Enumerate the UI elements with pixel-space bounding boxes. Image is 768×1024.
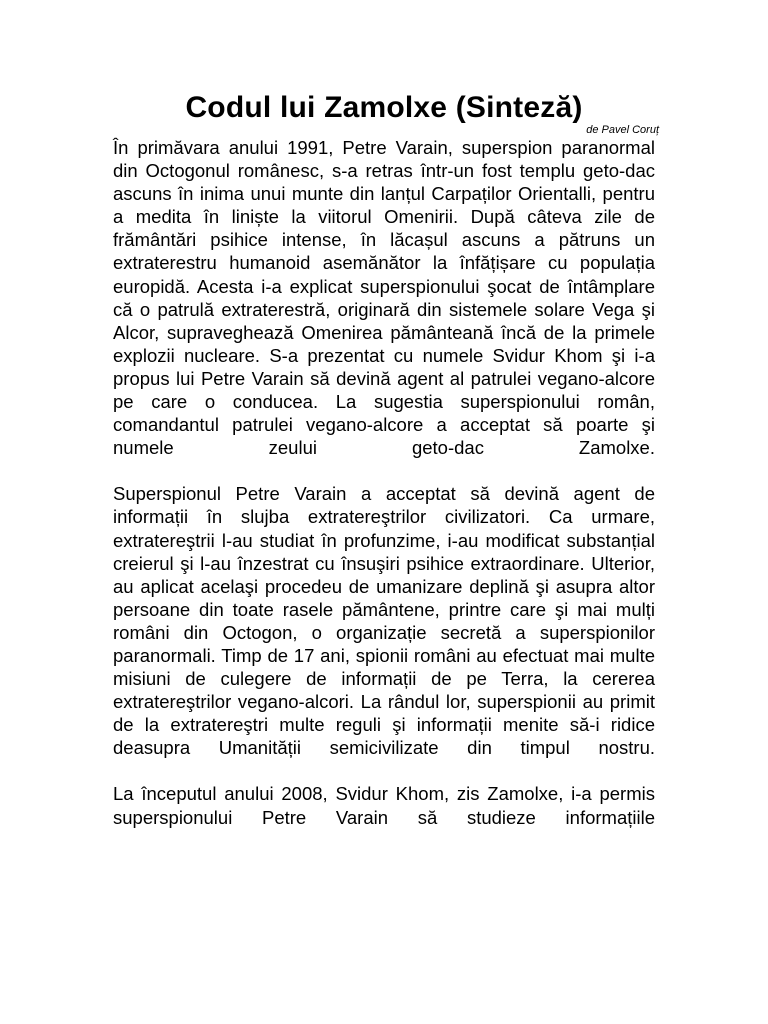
paragraph-3: La începutul anului 2008, Svidur Khom, zis Zamolxe, i-a permis superspionului Petre Varain să studieze informațiile	[113, 783, 655, 828]
paragraph-gap	[113, 759, 655, 782]
paragraph-gap	[113, 459, 655, 482]
document-title: Codul lui Zamolxe (Sinteză)	[185, 91, 583, 124]
document-page	[113, 88, 659, 829]
paragraph-2: Superspionul Petre Varain a acceptat să devină agent de informații în slujba extratereştrilor civilizatori. Ca urmare, extratereştrii l-au studiat în profunzime, i-au modificat substanțial creierul şi l-au înzestrat cu însuşiri psihice extraordinare. Ulterior, au aplicat acelaşi procedeu de umanizare deplină şi asupra altor persoane din toate rasele pământene, printre care şi mai mulți români din Octogon, o organizație secretă a superspionilor paranormali. Timp de 17 ani, spionii români au efectuat mai multe misiuni de culegere de informații de pe Terra, la cererea extratereştrilor vegano-alcori. La rândul lor, superspionii au primit de la extratereştri multe reguli şi informații menite să-i ridice deasupra Umanității semicivilizate din timpul nostru.	[113, 483, 655, 759]
document-author: de Pavel Coruț	[586, 124, 659, 136]
paragraph-1: În primăvara anului 1991, Petre Varain, superspion paranormal din Octogonul românesc, s-a retras într-un fost templu geto-dac ascuns în inima unui munte din lanțul Carpaților Orientalli, pentru a medita în liniște la viitorul Omenirii. După câteva zile de frământări psihice intense, în lăcașul ascuns a pătruns un extraterestru humanoid asemănător la înfățișare cu populația europidă. Acesta i-a explicat superspionului şocat de întâmplare că o patrulă extraterestră, originară din sistemele solare Vega şi Alcor, supraveghează Omenirea pământeană încă de la primele explozii nucleare. S-a prezentat cu numele Svidur Khom şi i-a propus lui Petre Varain să devină agent al patrulei vegano-alcore pe care o conducea. La sugestia superspionului român, comandantul patrulei vegano-alcore a acceptat să poarte şi numele zeului geto-dac Zamolxe.	[113, 137, 655, 459]
